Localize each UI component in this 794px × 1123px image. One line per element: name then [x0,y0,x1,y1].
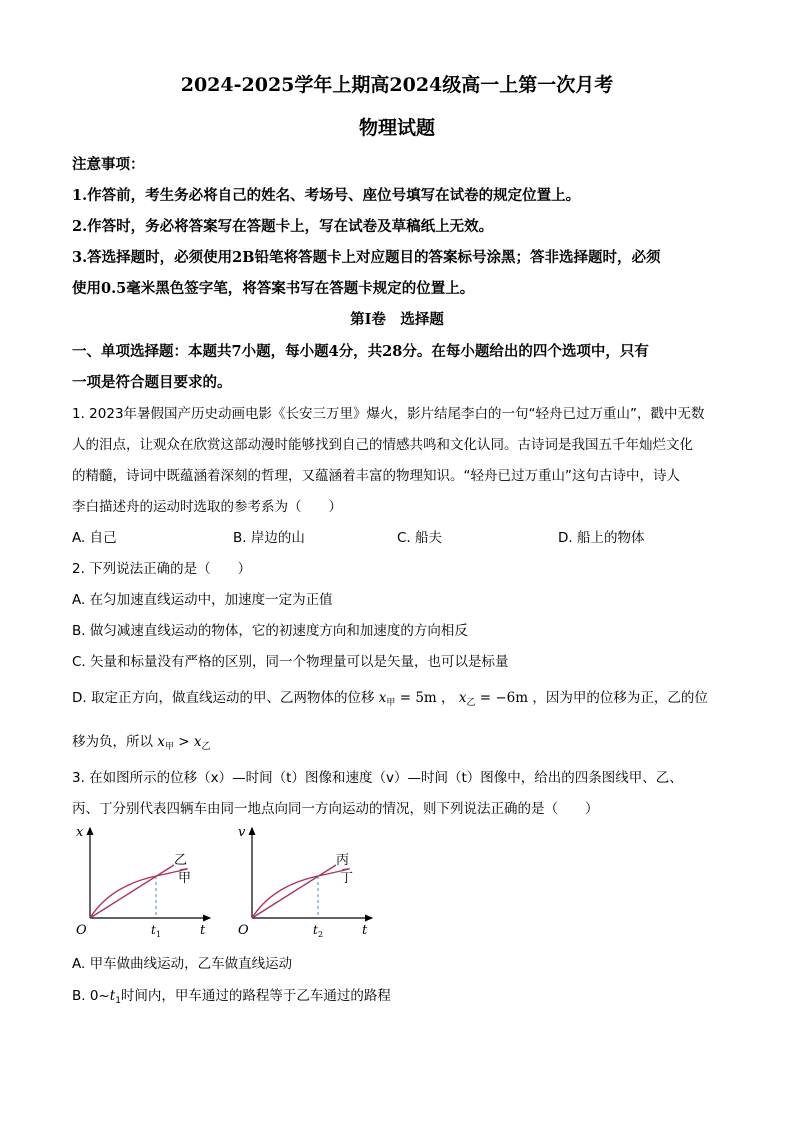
question-2-option-d [72,686,708,708]
origin-label: O [76,923,87,938]
volume-heading: 第Ⅰ卷 选择题 [350,311,444,328]
line-jia [90,865,174,918]
subscript-1: 1 [115,996,121,1006]
notice-heading: 注意事项： [72,156,145,173]
symbol-x: x [157,734,165,750]
tick-label: t [313,923,318,937]
notice-item: 3.答选择题时，必须使用2B铅笔将答题卡上对应题目的答案标号涂黑；答非选择题时，必须 [72,249,661,266]
question-1-option-d: D. 船上的物体 [558,530,645,546]
equation-value: = 5m [399,690,437,706]
curve-yi [90,869,187,918]
curve-label-ding: 丁 [340,871,354,886]
option-b-text: 时间内，甲车通过的路程等于乙车通过的路程 [120,988,391,1004]
question-3-line: 3. 在如图所示的位移（x）—时间（t）图像和速度（v）—时间（t）图像中，给出的四条图线甲、乙、 [72,770,683,786]
question-2-option-a: A. 在匀加速直线运动中，加速度一定为正值 [72,592,333,608]
option-b-prefix: B. 0~ [72,988,110,1004]
subject-title: 物理试题 [358,117,435,139]
section-instruction: 一、单项选择题：本题共7小题，每小题4分，共28分。在每小题给出的四个选项中，只有 [72,343,649,360]
question-1-line: 人的泪点，让观众在欣赏这部动漫时能够找到自己的情感共鸣和文化认同。古诗词是我国五千年灿烂文化 [72,437,693,453]
y-axis-label: v [238,825,246,840]
subscript-jia: 甲 [386,698,396,708]
origin-label: O [238,923,249,938]
question-2-option-b: B. 做匀减速直线运动的物体，它的初速度方向和加速度的方向相反 [72,623,468,639]
question-2-stem: 2. 下列说法正确的是（ ） [72,561,252,577]
question-1-line: 1. 2023年暑假国产历史动画电影《长安三万里》爆火，影片结尾李白的一句“轻舟已过万重山”，戳中无数 [72,406,705,422]
question-3-line: 丙、丁分别代表四辆车由同一地点向同一方向运动的情况，则下列说法正确的是（ ） [72,801,599,817]
curve-bing [252,869,349,918]
curve-label-jia: 甲 [178,871,192,886]
symbol-t: t [109,988,116,1004]
x-axis-label: t [200,923,206,938]
subscript-yi: 乙 [466,698,476,708]
question-2-option-c: C. 矢量和标量没有严格的区别，同一个物理量可以是矢量，也可以是标量 [72,654,509,670]
question-1-option-b: B. 岸边的山 [233,530,305,546]
y-axis-label: x [76,825,84,840]
option-d-text: D. 取定正方向，做直线运动的甲、乙两物体的位移 [72,690,375,706]
question-1-line: 的精髓，诗词中既蕴涵着深刻的哲理，又蕴涵着丰富的物理知识。“轻舟已过万重山”这句古诗中，诗人 [72,468,680,484]
subscript-yi: 乙 [201,742,211,752]
question-1-option-c: C. 船夫 [397,530,443,546]
question-1-line: 李白描述舟的运动时选取的参考系为（ ） [72,499,342,515]
option-d-text: 移为负，所以 [72,734,153,750]
x-axis-label: t [362,923,368,938]
notice-item: 2.作答时，务必将答案写在答题卡上，写在试卷及草稿纸上无效。 [72,218,494,235]
tick-subscript: 2 [318,930,324,938]
exam-title: 2024-2025学年上期高2024级高一上第一次月考 [180,74,614,96]
option-d-text: ，因为甲的位移为正，乙的位 [532,690,708,706]
line-ding [252,865,336,918]
greater-than: > [178,734,194,750]
equation-value: = −6m [479,690,529,706]
v-t-graph [232,822,382,938]
subscript-jia: 甲 [164,742,174,752]
question-1-option-a: A. 自己 [72,530,117,546]
notice-item: 使用0.5毫米黑色签字笔，将答案书写在答题卡规定的位置上。 [72,280,475,297]
tick-label: t [151,923,156,937]
tick-subscript: 1 [156,930,162,938]
question-3-option-a: A. 甲车做曲线运动，乙车做直线运动 [72,956,293,972]
separator: ， [441,690,455,706]
notice-item: 1.作答前，考生务必将自己的姓名、考场号、座位号填写在试卷的规定位置上。 [72,187,581,204]
symbol-x: x [378,690,387,706]
question-2-option-d-continued [72,730,210,752]
question-3-option-b [72,984,391,1006]
curve-label-yi: 乙 [174,853,188,868]
curve-label-bing: 丙 [336,853,350,868]
section-instruction: 一项是符合题目要求的。 [72,374,232,391]
x-t-graph [70,822,220,938]
symbol-x: x [458,690,467,706]
symbol-x: x [193,734,202,750]
